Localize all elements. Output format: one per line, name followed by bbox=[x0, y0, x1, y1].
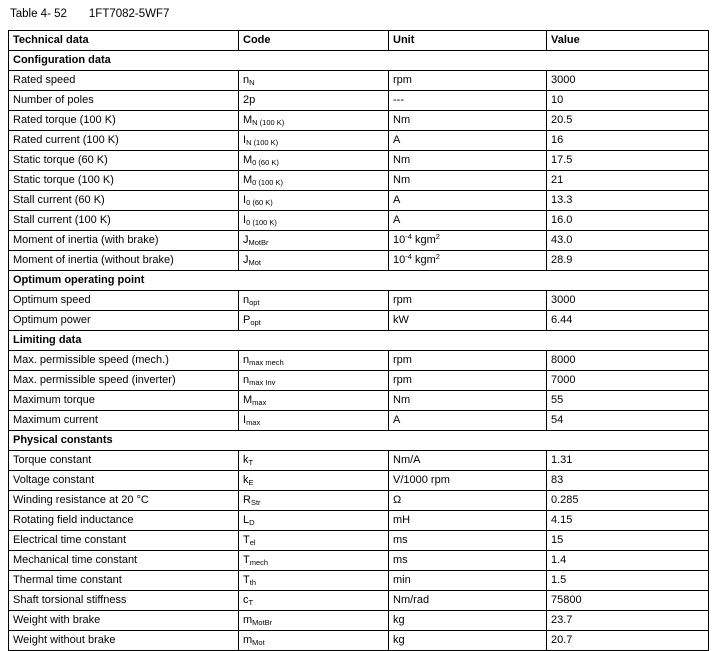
table-row bbox=[9, 171, 709, 191]
row-label: Stall current (100 K) bbox=[9, 211, 239, 231]
code-subscript: N bbox=[249, 77, 255, 87]
row-code bbox=[239, 391, 389, 411]
table-caption bbox=[10, 8, 169, 20]
row-unit bbox=[389, 251, 547, 271]
code-subscript: 0 (100 K) bbox=[252, 177, 284, 187]
section-title: Optimum operating point bbox=[9, 271, 709, 291]
row-value: 4.15 bbox=[547, 511, 709, 531]
row-value: 3000 bbox=[547, 291, 709, 311]
row-unit: mH bbox=[389, 511, 547, 531]
row-label: Rotating field inductance bbox=[9, 511, 239, 531]
table-row bbox=[9, 511, 709, 531]
row-value: 23.7 bbox=[547, 611, 709, 631]
code-subscript: 0 (100 K) bbox=[246, 217, 277, 227]
code-subscript: max mech bbox=[249, 357, 284, 367]
row-code bbox=[239, 491, 389, 511]
code-symbol: I bbox=[243, 193, 247, 206]
row-code bbox=[239, 571, 389, 591]
code-subscript: T bbox=[248, 457, 254, 467]
code-symbol: m bbox=[243, 613, 253, 626]
row-unit: rpm bbox=[389, 371, 547, 391]
table-row bbox=[9, 491, 709, 511]
row-value: 20.5 bbox=[547, 111, 709, 131]
code-subscript: MotBr bbox=[252, 617, 273, 627]
row-code bbox=[239, 151, 389, 171]
row-unit: kg bbox=[389, 631, 547, 651]
code-symbol: k bbox=[243, 473, 249, 486]
code-symbol: M bbox=[243, 153, 253, 166]
section-header-row bbox=[9, 331, 709, 351]
row-value: 0.285 bbox=[547, 491, 709, 511]
table-row bbox=[9, 91, 709, 111]
row-code bbox=[239, 71, 389, 91]
code-subscript: 0 (60 K) bbox=[246, 197, 273, 207]
row-value: 15 bbox=[547, 531, 709, 551]
row-value: 43.0 bbox=[547, 231, 709, 251]
column-header-unit: Unit bbox=[389, 31, 547, 51]
unit-exponent-2: 2 bbox=[435, 231, 440, 241]
column-header-code: Code bbox=[239, 31, 389, 51]
unit-base-2: kgm bbox=[411, 253, 436, 266]
row-code bbox=[239, 251, 389, 271]
row-value: 6.44 bbox=[547, 311, 709, 331]
unit-base-2: kgm bbox=[411, 233, 436, 246]
row-label: Optimum power bbox=[9, 311, 239, 331]
row-unit: Nm/rad bbox=[389, 591, 547, 611]
row-unit: kg bbox=[389, 611, 547, 631]
table-row bbox=[9, 71, 709, 91]
code-subscript: 0 (60 K) bbox=[252, 157, 279, 167]
row-code bbox=[239, 191, 389, 211]
row-code bbox=[239, 411, 389, 431]
row-value: 54 bbox=[547, 411, 709, 431]
code-subscript: opt bbox=[249, 297, 260, 307]
row-value: 7000 bbox=[547, 371, 709, 391]
row-label: Mechanical time constant bbox=[9, 551, 239, 571]
code-subscript: Str bbox=[250, 497, 261, 507]
row-label: Max. permissible speed (inverter) bbox=[9, 371, 239, 391]
table-row bbox=[9, 451, 709, 471]
row-label: Rated torque (100 K) bbox=[9, 111, 239, 131]
column-header-technical-data: Technical data bbox=[9, 31, 239, 51]
row-code bbox=[239, 451, 389, 471]
row-unit: rpm bbox=[389, 291, 547, 311]
row-unit: ms bbox=[389, 531, 547, 551]
row-label: Number of poles bbox=[9, 91, 239, 111]
code-symbol: m bbox=[243, 633, 253, 646]
row-label: Maximum current bbox=[9, 411, 239, 431]
unit-base: 10 bbox=[393, 233, 406, 246]
row-unit: Nm/A bbox=[389, 451, 547, 471]
row-code bbox=[239, 311, 389, 331]
code-subscript: mech bbox=[249, 557, 269, 567]
code-symbol: I bbox=[243, 133, 247, 146]
table-row bbox=[9, 631, 709, 651]
motor-spec-table bbox=[8, 30, 709, 651]
table-row bbox=[9, 471, 709, 491]
code-symbol: M bbox=[243, 393, 253, 406]
row-label: Shaft torsional stiffness bbox=[9, 591, 239, 611]
section-header-row bbox=[9, 431, 709, 451]
code-subscript: opt bbox=[250, 317, 261, 327]
code-symbol: T bbox=[243, 533, 250, 546]
row-code bbox=[239, 131, 389, 151]
table-row bbox=[9, 151, 709, 171]
row-label: Static torque (100 K) bbox=[9, 171, 239, 191]
row-value: 16 bbox=[547, 131, 709, 151]
code-symbol: R bbox=[243, 493, 251, 506]
unit-base: 10 bbox=[393, 253, 406, 266]
code-subscript: D bbox=[249, 517, 255, 527]
code-subscript: el bbox=[249, 537, 256, 547]
code-symbol: M bbox=[243, 113, 253, 126]
table-row bbox=[9, 111, 709, 131]
table-row bbox=[9, 231, 709, 251]
row-label: Torque constant bbox=[9, 451, 239, 471]
table-row bbox=[9, 131, 709, 151]
code-symbol: T bbox=[243, 553, 250, 566]
code-subscript: max bbox=[246, 417, 261, 427]
code-symbol: T bbox=[243, 573, 250, 586]
row-label: Rated speed bbox=[9, 71, 239, 91]
row-value: 21 bbox=[547, 171, 709, 191]
row-value: 75800 bbox=[547, 591, 709, 611]
row-value: 55 bbox=[547, 391, 709, 411]
table-row bbox=[9, 311, 709, 331]
code-symbol: I bbox=[243, 413, 247, 426]
table-row bbox=[9, 411, 709, 431]
table-caption-label: Table 4- 52 bbox=[10, 8, 67, 20]
row-unit: A bbox=[389, 131, 547, 151]
row-code bbox=[239, 511, 389, 531]
table-row bbox=[9, 391, 709, 411]
row-code bbox=[239, 211, 389, 231]
unit-exponent-2: 2 bbox=[435, 251, 440, 261]
row-value: 1.31 bbox=[547, 451, 709, 471]
row-code bbox=[239, 591, 389, 611]
row-unit: rpm bbox=[389, 71, 547, 91]
row-label: Weight without brake bbox=[9, 631, 239, 651]
unit-exponent: -4 bbox=[405, 251, 412, 261]
table-row bbox=[9, 191, 709, 211]
table-row bbox=[9, 591, 709, 611]
code-subscript: max Inv bbox=[249, 377, 276, 387]
row-code bbox=[239, 551, 389, 571]
row-label: Voltage constant bbox=[9, 471, 239, 491]
row-unit: Nm bbox=[389, 391, 547, 411]
row-unit: Nm bbox=[389, 111, 547, 131]
row-code bbox=[239, 91, 389, 111]
row-code bbox=[239, 351, 389, 371]
row-unit: Ω bbox=[389, 491, 547, 511]
code-subscript: Mot bbox=[252, 637, 265, 647]
table-caption-title: 1FT7082-5WF7 bbox=[88, 8, 170, 20]
row-unit: kW bbox=[389, 311, 547, 331]
row-label: Rated current (100 K) bbox=[9, 131, 239, 151]
row-code bbox=[239, 291, 389, 311]
code-symbol: J bbox=[243, 253, 249, 266]
row-value: 16.0 bbox=[547, 211, 709, 231]
code-subscript: max bbox=[252, 397, 267, 407]
row-label: Max. permissible speed (mech.) bbox=[9, 351, 239, 371]
row-label: Stall current (60 K) bbox=[9, 191, 239, 211]
code-symbol: n bbox=[243, 293, 250, 306]
row-label: Winding resistance at 20 °C bbox=[9, 491, 239, 511]
code-symbol: J bbox=[243, 233, 249, 246]
row-unit: Nm bbox=[389, 171, 547, 191]
row-value: 28.9 bbox=[547, 251, 709, 271]
code-symbol: 2p bbox=[243, 93, 256, 106]
row-unit: A bbox=[389, 211, 547, 231]
section-title: Configuration data bbox=[9, 51, 709, 71]
row-label: Moment of inertia (without brake) bbox=[9, 251, 239, 271]
code-symbol: P bbox=[243, 313, 251, 326]
row-value: 17.5 bbox=[547, 151, 709, 171]
row-value: 20.7 bbox=[547, 631, 709, 651]
row-value: 1.4 bbox=[547, 551, 709, 571]
row-code bbox=[239, 111, 389, 131]
code-subscript: E bbox=[248, 477, 254, 487]
code-subscript: Mot bbox=[248, 257, 262, 267]
row-value: 10 bbox=[547, 91, 709, 111]
row-code bbox=[239, 471, 389, 491]
table-row bbox=[9, 571, 709, 591]
table-row bbox=[9, 251, 709, 271]
row-code bbox=[239, 531, 389, 551]
row-label: Thermal time constant bbox=[9, 571, 239, 591]
table-header-row bbox=[9, 31, 709, 51]
row-unit: min bbox=[389, 571, 547, 591]
code-subscript: N (100 K) bbox=[252, 117, 285, 127]
code-subscript: N (100 K) bbox=[246, 137, 279, 147]
row-unit bbox=[389, 231, 547, 251]
row-unit: --- bbox=[389, 91, 547, 111]
code-symbol: k bbox=[243, 453, 249, 466]
code-symbol: n bbox=[243, 353, 250, 366]
row-code bbox=[239, 171, 389, 191]
section-header-row bbox=[9, 51, 709, 71]
table-row bbox=[9, 531, 709, 551]
unit-exponent: -4 bbox=[405, 231, 412, 241]
row-label: Weight with brake bbox=[9, 611, 239, 631]
code-symbol: n bbox=[243, 373, 250, 386]
code-symbol: c bbox=[243, 593, 249, 606]
code-subscript: th bbox=[249, 577, 256, 587]
code-subscript: T bbox=[248, 597, 254, 607]
code-symbol: I bbox=[243, 213, 247, 226]
row-value: 1.5 bbox=[547, 571, 709, 591]
table-row bbox=[9, 291, 709, 311]
code-symbol: n bbox=[243, 73, 250, 86]
row-unit: V/1000 rpm bbox=[389, 471, 547, 491]
row-label: Static torque (60 K) bbox=[9, 151, 239, 171]
row-label: Maximum torque bbox=[9, 391, 239, 411]
row-code bbox=[239, 371, 389, 391]
table-row bbox=[9, 551, 709, 571]
code-symbol: M bbox=[243, 173, 253, 186]
row-unit: rpm bbox=[389, 351, 547, 371]
row-value: 8000 bbox=[547, 351, 709, 371]
row-value: 3000 bbox=[547, 71, 709, 91]
row-value: 13.3 bbox=[547, 191, 709, 211]
code-symbol: L bbox=[243, 513, 250, 526]
row-code bbox=[239, 631, 389, 651]
row-unit: ms bbox=[389, 551, 547, 571]
section-header-row bbox=[9, 271, 709, 291]
column-header-value: Value bbox=[547, 31, 709, 51]
code-subscript: MotBr bbox=[248, 237, 269, 247]
row-code bbox=[239, 231, 389, 251]
row-unit: A bbox=[389, 411, 547, 431]
row-label: Electrical time constant bbox=[9, 531, 239, 551]
row-unit: A bbox=[389, 191, 547, 211]
row-label: Moment of inertia (with brake) bbox=[9, 231, 239, 251]
row-label: Optimum speed bbox=[9, 291, 239, 311]
table-row bbox=[9, 211, 709, 231]
row-unit: Nm bbox=[389, 151, 547, 171]
table-row bbox=[9, 351, 709, 371]
table-row bbox=[9, 371, 709, 391]
section-title: Limiting data bbox=[9, 331, 709, 351]
section-title: Physical constants bbox=[9, 431, 709, 451]
row-value: 83 bbox=[547, 471, 709, 491]
